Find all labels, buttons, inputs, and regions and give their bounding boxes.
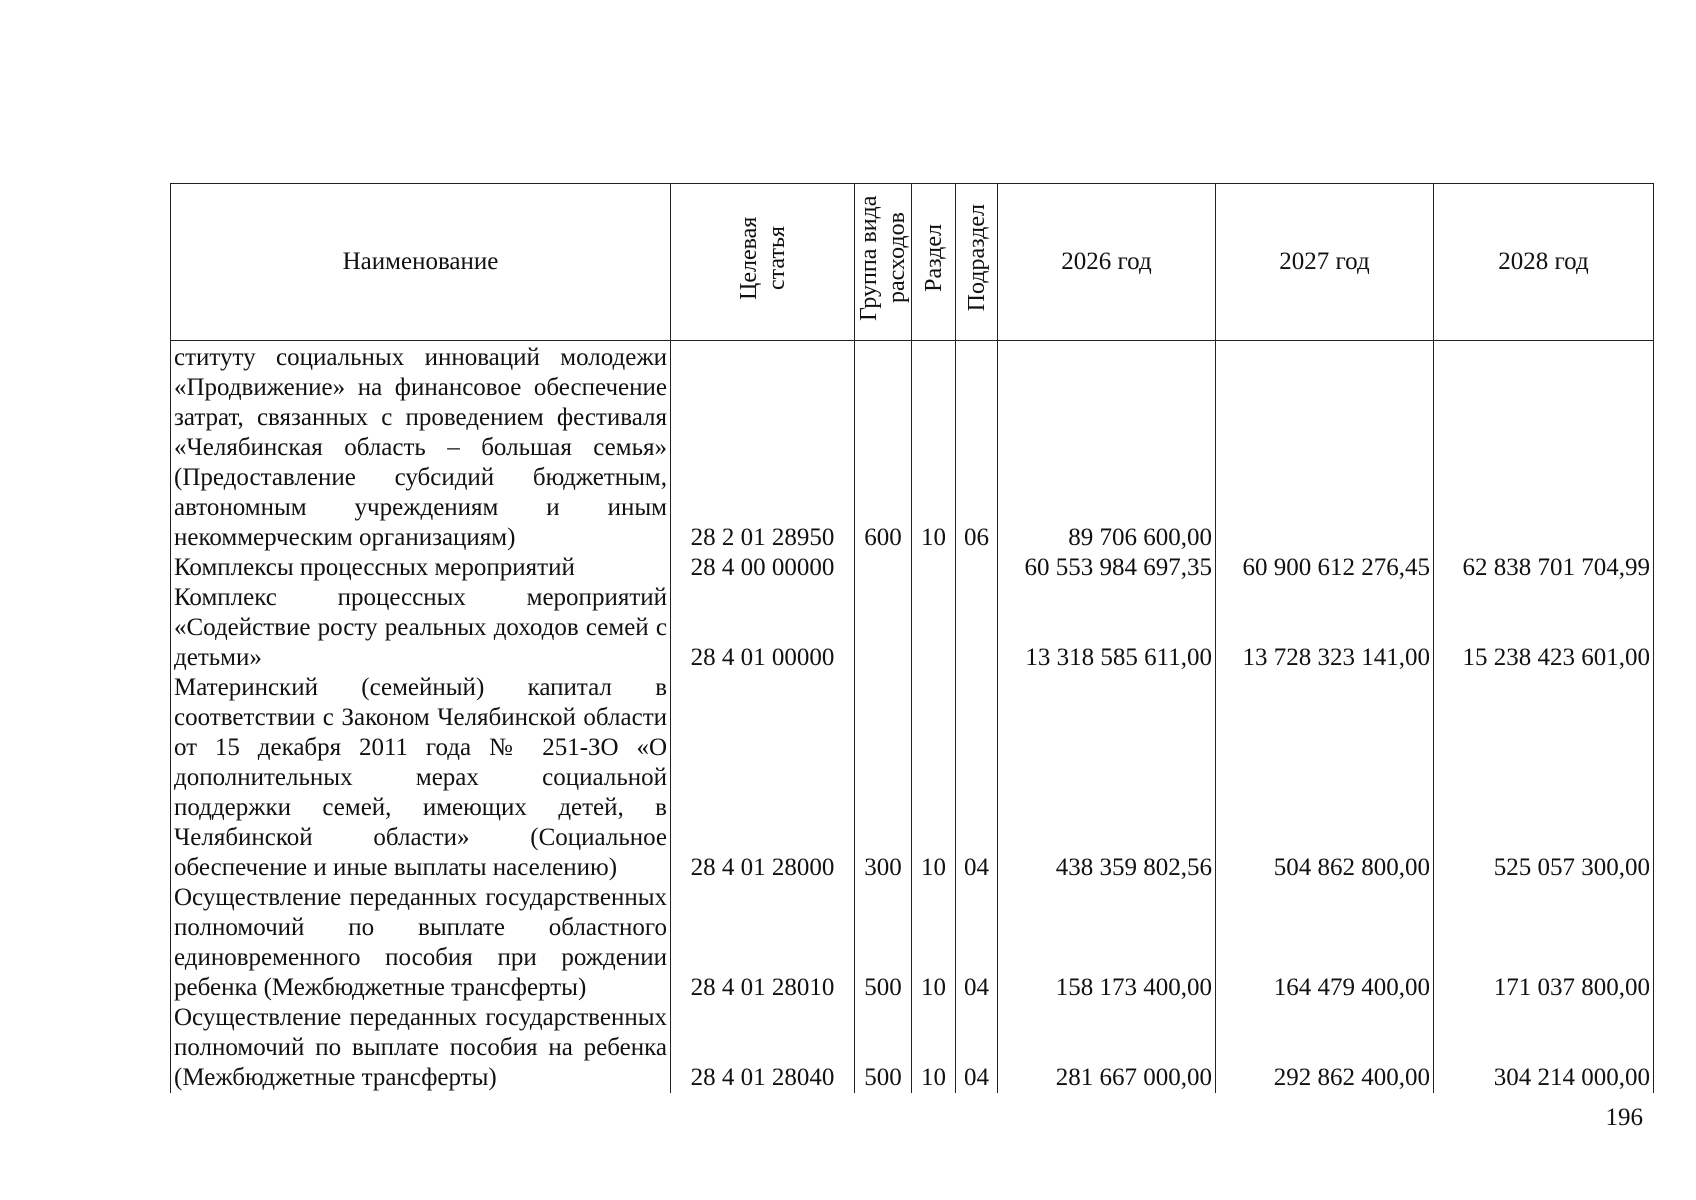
row-section: 10 [912,341,956,554]
budget-table [170,183,1654,1093]
row-2026: 60 553 984 697,35 [998,553,1216,583]
row-target: 28 4 01 00000 [671,583,855,673]
header-group: Группа вида расходов [855,184,912,341]
row-group [855,583,912,673]
row-target: 28 4 00 00000 [671,553,855,583]
row-subsection: 04 [956,673,998,883]
row-target: 28 2 01 28950 [671,341,855,554]
row-subsection [956,553,998,583]
row-2027: 60 900 612 276,45 [1216,553,1434,583]
table-header-row [171,184,1654,341]
header-2027: 2027 год [1216,184,1434,341]
row-2026: 438 359 802,56 [998,673,1216,883]
row-section [912,553,956,583]
row-2026: 89 706 600,00 [998,341,1216,554]
row-section: 10 [912,1003,956,1093]
row-name: Комплексы процессных мероприятий [171,553,671,583]
header-2028: 2028 год [1434,184,1654,341]
row-group: 600 [855,341,912,554]
row-2028: 15 238 423 601,00 [1434,583,1654,673]
page-number: 196 [1605,1104,1643,1131]
row-group: 300 [855,673,912,883]
row-2027 [1216,341,1434,554]
row-2026: 158 173 400,00 [998,883,1216,1003]
row-2028: 525 057 300,00 [1434,673,1654,883]
table-row [171,553,1654,583]
row-section: 10 [912,883,956,1003]
row-subsection [956,583,998,673]
table-row [171,673,1654,883]
row-subsection: 04 [956,883,998,1003]
table-row [171,883,1654,1003]
row-2028: 304 214 000,00 [1434,1003,1654,1093]
row-target: 28 4 01 28010 [671,883,855,1003]
row-2027: 164 479 400,00 [1216,883,1434,1003]
row-name: ституту социальных инноваций молодежи «Продвижение» на финансовое обеспечение затрат, связанных с проведением фестиваля «Челябинская область – большая семья» (Предоставление субсидий бюджетным, автономным учреждениям и иным некоммерческим организациям) [171,341,671,554]
row-name: Комплекс процессных мероприятий «Содействие росту реальных доходов семей с детьми» [171,583,671,673]
row-section [912,583,956,673]
row-2027: 13 728 323 141,00 [1216,583,1434,673]
header-section: Раздел [912,184,956,341]
row-name: Материнский (семейный) капитал в соответствии с Законом Челябинской области от 15 декабря 2011 года № 251-ЗО «О дополнительных мерах социальной поддержки семей, имеющих детей, в Челябинской области» (Социальное обеспечение и иные выплаты населению) [171,673,671,883]
row-group: 500 [855,883,912,1003]
row-2027: 504 862 800,00 [1216,673,1434,883]
table-row [171,1003,1654,1093]
row-name: Осуществление переданных государственных полномочий по выплате областного единовременного пособия при рождении ребенка (Межбюджетные трансферты) [171,883,671,1003]
table-row [171,583,1654,673]
row-group: 500 [855,1003,912,1093]
row-2026: 281 667 000,00 [998,1003,1216,1093]
header-2026: 2026 год [998,184,1216,341]
header-target: Целевая статья [671,184,855,341]
row-name: Осуществление переданных государственных полномочий по выплате пособия на ребенка (Межбюджетные трансферты) [171,1003,671,1093]
row-subsection: 06 [956,341,998,554]
row-2028: 171 037 800,00 [1434,883,1654,1003]
row-group [855,553,912,583]
row-2026: 13 318 585 611,00 [998,583,1216,673]
header-subsection: Подраздел [956,184,998,341]
row-2028: 62 838 701 704,99 [1434,553,1654,583]
header-name: Наименование [171,184,671,341]
row-target: 28 4 01 28000 [671,673,855,883]
row-target: 28 4 01 28040 [671,1003,855,1093]
row-section: 10 [912,673,956,883]
row-2027: 292 862 400,00 [1216,1003,1434,1093]
row-subsection: 04 [956,1003,998,1093]
row-2028 [1434,341,1654,554]
table-row [171,341,1654,554]
